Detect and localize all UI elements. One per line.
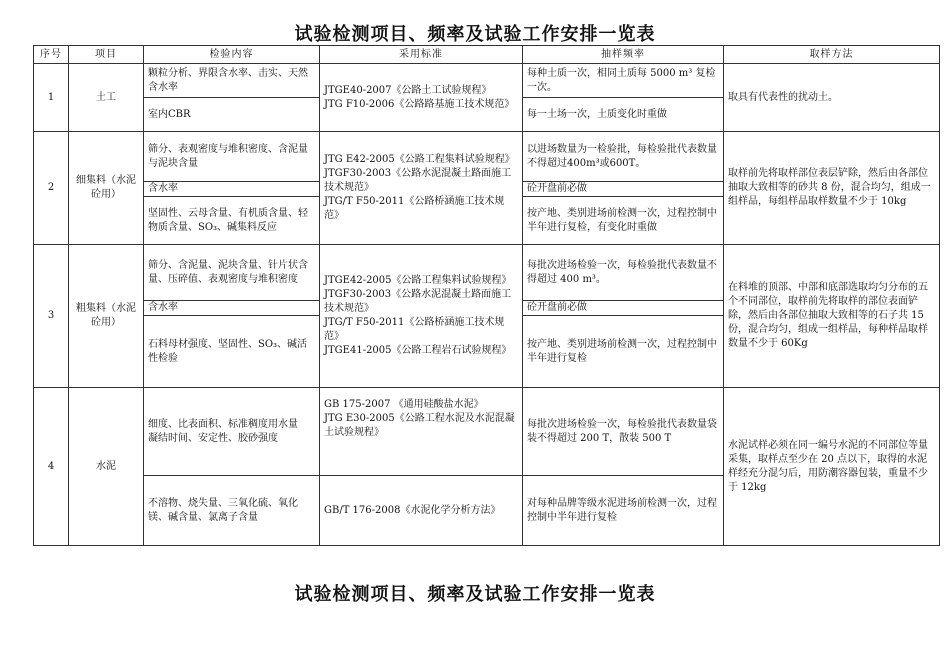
method-cell: 取样前先将取样部位表层铲除，然后由各部位抽取大致相等的砂共 8 份，混合均匀，组成一组样品，每组样品取样数量不少于 10kg — [724, 132, 940, 245]
content-cell: 坚固性、云母含量、有机质含量、轻物质含量、SO₃、碱集料反应 — [144, 197, 320, 245]
standard-line: JTGE41-2005《公路工程岩石试验规程》 — [324, 345, 512, 356]
row-item: 细集料（水泥砼用） — [69, 132, 144, 245]
header-method: 取样方法 — [724, 46, 940, 64]
table-row — [34, 245, 940, 301]
frequency-cell: 每批次进场检验一次，每检验批代表数量袋装不得超过 200 T，散装 500 T — [523, 388, 724, 476]
content-cell: 筛分、表观密度与堆积密度、含泥量与泥块含量 — [144, 132, 320, 182]
frequency-cell: 每批次进场检验一次，每检验批代表数量不得超过 400 m³。 — [523, 245, 724, 301]
content-cell: 筛分、含泥量、泥块含量、针片状含量、压碎值、表观密度与堆积密度 — [144, 245, 320, 301]
method-cell: 水泥试样必须在同一编号水泥的不同部位等量采集，取样点至少在 20 点以下，取得的水泥样经充分混匀后，用防潮容器包装，重量不少于 12kg — [724, 388, 940, 546]
frequency-cell: 以进场数量为一检验批，每检验批代表数量不得超过400m³或600T。 — [523, 132, 724, 182]
content-cell: 含水率 — [144, 182, 320, 197]
header-frequency: 抽样频率 — [523, 46, 724, 64]
header-no: 序号 — [34, 46, 69, 64]
standard-cell: GB/T 176-2008《水泥化学分析方法》 — [320, 476, 523, 546]
frequency-cell: 每种土质一次，相同土质每 5000 m³ 复检一次。 — [523, 64, 724, 98]
header-standard: 采用标准 — [320, 46, 523, 64]
standard-cell: GB 175-2007 《通用硅酸盐水泥》 JTG E30-2005《公路工程水泥及水泥混凝土试验规程》 — [320, 388, 523, 476]
standard-line: JTGE40-2007《公路土工试验规程》 — [324, 84, 492, 96]
header-content: 检验内容 — [144, 46, 320, 64]
standard-cell — [320, 245, 523, 388]
standard-line: JTG F10-2006《公路路基施工技术规范》 — [324, 98, 515, 110]
content-cell: 室内CBR — [144, 98, 320, 132]
frequency-cell: 按产地、类别进场前检测一次，过程控制中半年进行复检，有变化时重做 — [523, 197, 724, 245]
document-title-repeat: 试验检测项目、频率及试验工作安排一览表 — [294, 584, 656, 605]
standard-line: JTGF30-2003《公路水泥混凝土路面施工技术规范》 — [324, 168, 512, 193]
frequency-cell: 对每种品牌等级水泥进场前检测一次，过程控制中半年进行复检 — [523, 476, 724, 546]
row-item: 水泥 — [69, 388, 144, 546]
standard-line: JTG/T F50-2011《公路桥涵施工技术规范》 — [324, 196, 505, 221]
standard-line: JTGF30-2003《公路水泥混凝土路面施工技术规范》 — [324, 289, 512, 314]
frequency-cell: 每一土场一次，土质变化时重做 — [523, 98, 724, 132]
method-cell: 在料堆的顶部、中部和底部选取均匀分布的五个不同部位，取样前先将取样的部位表面铲除，然后由各部位抽取大致相等的石子共 15 份，混合均匀，组成一组样品，每种样品取样数量不少于 60Kg — [724, 245, 940, 388]
document-title: 试验检测项目、频率及试验工作安排一览表 — [294, 24, 656, 45]
frequency-cell: 砼开盘前必做 — [523, 182, 724, 197]
table-header-row — [34, 46, 940, 64]
header-item: 项目 — [69, 46, 144, 64]
table-row — [34, 132, 940, 182]
content-cell: 颗粒分析、界限含水率、击实、天然含水率 — [144, 64, 320, 98]
inspection-schedule-table — [33, 45, 940, 546]
content-cell: 细度、比表面积、标准稠度用水量 凝结时间、安定性、胶砂强度 — [144, 388, 320, 476]
standard-line: JTG E42-2005《公路工程集料试验规程》 — [324, 154, 515, 165]
row-no: 3 — [34, 245, 69, 388]
row-no: 2 — [34, 132, 69, 245]
table-row — [34, 388, 940, 476]
frequency-cell: 砼开盘前必做 — [523, 301, 724, 316]
row-no: 1 — [34, 64, 69, 132]
standard-line: JTG/T F50-2011《公路桥涵施工技术规范》 — [324, 317, 505, 342]
frequency-cell: 按产地、类别进场前检测一次，过程控制中半年进行复检 — [523, 316, 724, 388]
content-cell: 不溶物、烧失量、三氧化硫、氧化镁、碱含量、氯离子含量 — [144, 476, 320, 546]
content-cell: 含水率 — [144, 301, 320, 316]
standard-line: JTGE42-2005《公路工程集料试验规程》 — [324, 275, 512, 286]
method-cell: 取具有代表性的扰动土。 — [724, 64, 940, 132]
standard-cell — [320, 64, 523, 132]
row-item: 粗集料（水泥砼用） — [69, 245, 144, 388]
standard-cell — [320, 132, 523, 245]
row-item: 土工 — [69, 64, 144, 132]
content-cell: 石料母材强度、坚固性、SO₃、碱活性检验 — [144, 316, 320, 388]
row-no: 4 — [34, 388, 69, 546]
table-row — [34, 64, 940, 98]
